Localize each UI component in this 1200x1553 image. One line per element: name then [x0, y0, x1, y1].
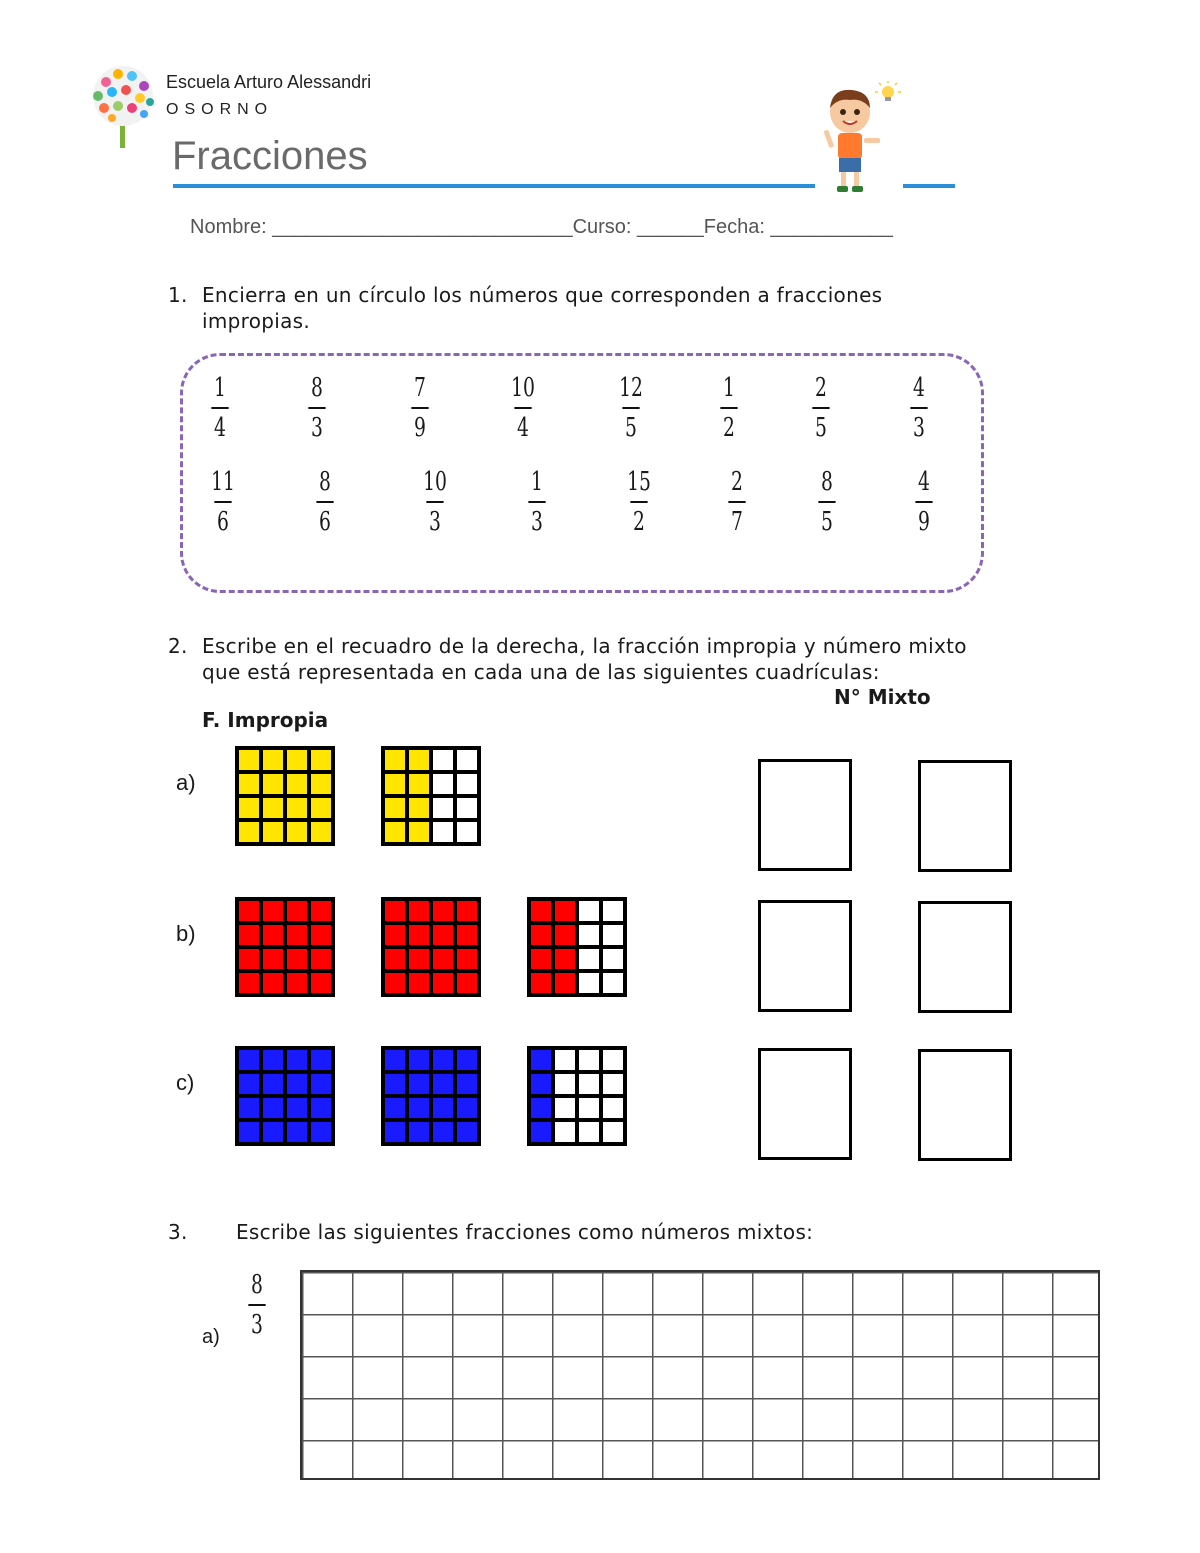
- grid-cell: [409, 798, 429, 818]
- fraction[interactable]: [910, 467, 939, 537]
- question-2: [168, 633, 1068, 689]
- item-label: a): [202, 1326, 220, 1348]
- fraction[interactable]: [807, 373, 836, 443]
- grid-cell: [311, 798, 331, 818]
- grid-cell: [311, 1122, 331, 1142]
- fraction-bar: [622, 407, 639, 409]
- grid-cell: [579, 901, 599, 921]
- grid-cell: [239, 1098, 259, 1118]
- denominator: 4: [214, 413, 226, 443]
- grid-cell: [287, 973, 307, 993]
- student-info-line[interactable]: Nombre: ___________________________Curso: ______Fecha: ___________: [190, 216, 893, 238]
- grid-cell: [239, 774, 259, 794]
- numerator: 10: [423, 467, 447, 497]
- grid-cell: [239, 1074, 259, 1094]
- denominator: 3: [913, 413, 925, 443]
- fraction-bar: [812, 407, 829, 409]
- grid-cell: [263, 949, 283, 969]
- grid-cell: [311, 973, 331, 993]
- grid-cell: [457, 1122, 477, 1142]
- grid-cell: [433, 1050, 453, 1070]
- fraction-bar: [411, 407, 428, 409]
- title-underline: [173, 184, 815, 188]
- denominator: 9: [918, 507, 930, 537]
- fraction[interactable]: [303, 373, 332, 443]
- grid-cell: [603, 1098, 623, 1118]
- fraction-grid: [235, 1046, 335, 1146]
- grid-cell: [311, 1074, 331, 1094]
- denominator: 3: [311, 413, 323, 443]
- grid-cell: [287, 774, 307, 794]
- grid-cell: [433, 949, 453, 969]
- grid-cell: [385, 798, 405, 818]
- grid-cell: [555, 1122, 575, 1142]
- grid-cell: [287, 925, 307, 945]
- grid-cell: [287, 1122, 307, 1142]
- grid-cell: [239, 1122, 259, 1142]
- grid-cell: [409, 1074, 429, 1094]
- question-number: 2.: [168, 634, 188, 658]
- answer-grid-paper[interactable]: [300, 1270, 1100, 1480]
- denominator: 2: [633, 507, 645, 537]
- grid-cell: [457, 798, 477, 818]
- fraction-grid: [527, 1046, 627, 1146]
- numerator: 8: [251, 1270, 263, 1300]
- fraction-bar: [514, 407, 531, 409]
- row-label: a): [176, 770, 196, 795]
- grid-cell: [263, 798, 283, 818]
- denominator: 3: [429, 507, 441, 537]
- child-illustration: [812, 80, 908, 196]
- denominator: 7: [731, 507, 743, 537]
- numerator: 8: [319, 467, 331, 497]
- fraction[interactable]: [209, 467, 238, 537]
- grid-cell: [531, 1050, 551, 1070]
- grid-cell: [579, 1050, 599, 1070]
- fraction-bar: [308, 407, 325, 409]
- numerator: 1: [531, 467, 543, 497]
- grid-cell: [433, 822, 453, 842]
- fraction-bar: [211, 407, 228, 409]
- fraction[interactable]: [905, 373, 934, 443]
- grid-cell: [311, 750, 331, 770]
- grid-cell: [433, 798, 453, 818]
- improper-fraction-answer-box[interactable]: [758, 759, 852, 871]
- grid-cell: [287, 798, 307, 818]
- numerator: 4: [913, 373, 925, 403]
- grid-cell: [555, 973, 575, 993]
- grid-cell: [555, 901, 575, 921]
- grid-cell: [385, 822, 405, 842]
- grid-cell: [263, 925, 283, 945]
- school-city: OSORNO: [166, 101, 274, 118]
- grid-cell: [531, 1122, 551, 1142]
- grid-cell: [603, 973, 623, 993]
- fraction[interactable]: [406, 373, 435, 443]
- grid-cell: [409, 774, 429, 794]
- grid-cell: [287, 1098, 307, 1118]
- grid-cell: [531, 925, 551, 945]
- grid-cell: [579, 925, 599, 945]
- fraction-grid: [381, 1046, 481, 1146]
- grid-cell: [457, 925, 477, 945]
- grid-cell: [457, 973, 477, 993]
- denominator: 9: [414, 413, 426, 443]
- question-1: [168, 282, 1068, 338]
- grid-cell: [603, 901, 623, 921]
- fraction[interactable]: [206, 373, 235, 443]
- grid-cell: [531, 973, 551, 993]
- title-underline-right: [903, 184, 955, 188]
- grid-cell: [457, 750, 477, 770]
- page-title: Fracciones: [172, 134, 368, 178]
- grid-cell: [531, 901, 551, 921]
- grid-cell: [579, 1122, 599, 1142]
- grid-cell: [457, 949, 477, 969]
- grid-cell: [433, 925, 453, 945]
- grid-cell: [603, 925, 623, 945]
- grid-cell: [385, 1074, 405, 1094]
- grid-cell: [385, 750, 405, 770]
- grid-cell: [409, 973, 429, 993]
- grid-cell: [263, 1122, 283, 1142]
- grid-cell: [287, 1050, 307, 1070]
- fraction-grid: [527, 897, 627, 997]
- grid-cell: [433, 973, 453, 993]
- grid-cell: [385, 949, 405, 969]
- grid-cell: [239, 750, 259, 770]
- grid-cell: [239, 822, 259, 842]
- grid-cell: [531, 949, 551, 969]
- grid-cell: [385, 901, 405, 921]
- numerator: 15: [627, 467, 651, 497]
- question-text: Escribe las siguientes fracciones como números mixtos:: [236, 1220, 814, 1244]
- grid-cell: [433, 901, 453, 921]
- question-text-line1: Encierra en un círculo los números que corresponden a fracciones: [202, 283, 883, 307]
- grid-cell: [433, 1122, 453, 1142]
- question-number: 1.: [168, 283, 188, 307]
- fraction[interactable]: [617, 373, 646, 443]
- fraction[interactable]: [625, 467, 654, 537]
- grid-cell: [385, 1122, 405, 1142]
- grid-cell: [457, 901, 477, 921]
- grid-cell: [239, 973, 259, 993]
- grid-cell: [311, 901, 331, 921]
- grid-cell: [287, 949, 307, 969]
- grid-cell: [311, 949, 331, 969]
- grid-cell: [433, 1074, 453, 1094]
- improper-fraction-answer-box[interactable]: [758, 1048, 852, 1160]
- numerator: 7: [414, 373, 426, 403]
- fraction-bar: [630, 501, 647, 503]
- question-number: 3.: [168, 1220, 188, 1244]
- denominator: 3: [531, 507, 543, 537]
- denominator: 3: [251, 1310, 263, 1340]
- denominator: 5: [821, 507, 833, 537]
- mixed-number-answer-box[interactable]: [918, 1049, 1012, 1161]
- grid-cell: [433, 1098, 453, 1118]
- grid-cell: [409, 949, 429, 969]
- fraction[interactable]: [723, 467, 752, 537]
- grid-cell: [457, 822, 477, 842]
- grid-cell: [239, 949, 259, 969]
- grid-cell: [287, 901, 307, 921]
- grid-cell: [457, 1074, 477, 1094]
- grid-cell: [579, 973, 599, 993]
- fraction-grid: [381, 746, 481, 846]
- question-3: [168, 1219, 1068, 1249]
- grid-cell: [287, 1074, 307, 1094]
- grid-cell: [579, 949, 599, 969]
- grid-cell: [385, 925, 405, 945]
- grid-cell: [531, 1098, 551, 1118]
- grid-cell: [603, 1122, 623, 1142]
- mixed-number-answer-box[interactable]: [918, 901, 1012, 1013]
- grid-cell: [239, 1050, 259, 1070]
- grid-cell: [287, 822, 307, 842]
- fraction[interactable]: [421, 467, 450, 537]
- grid-cell: [263, 901, 283, 921]
- fractions-box: [180, 353, 984, 593]
- improper-fraction-header: F. Impropia: [202, 708, 329, 732]
- grid-cell: [263, 774, 283, 794]
- question-text-line2: impropias.: [202, 309, 311, 333]
- grid-cell: [385, 1050, 405, 1070]
- grid-cell: [603, 1050, 623, 1070]
- grid-cell: [385, 774, 405, 794]
- numerator: 11: [211, 467, 235, 497]
- grid-cell: [409, 1050, 429, 1070]
- question-text-line2: que está representada en cada una de las siguientes cuadrículas:: [202, 660, 880, 684]
- grid-cell: [409, 1122, 429, 1142]
- improper-fraction-answer-box[interactable]: [758, 900, 852, 1012]
- grid-cell: [311, 1050, 331, 1070]
- grid-cell: [263, 973, 283, 993]
- grid-cell: [409, 925, 429, 945]
- grid-cell: [457, 1098, 477, 1118]
- numerator: 10: [511, 373, 535, 403]
- fraction-bar: [818, 501, 835, 503]
- numerator: 1: [723, 373, 735, 403]
- fraction[interactable]: [813, 467, 842, 537]
- grid-cell: [579, 1074, 599, 1094]
- fraction-bar: [915, 501, 932, 503]
- numerator: 12: [619, 373, 643, 403]
- grid-cell: [311, 925, 331, 945]
- grid-cell: [263, 1074, 283, 1094]
- fraction-bar: [214, 501, 231, 503]
- grid-cell: [603, 1074, 623, 1094]
- numerator: 2: [815, 373, 827, 403]
- grid-cell: [555, 1074, 575, 1094]
- grid-cell: [239, 798, 259, 818]
- grid-cell: [409, 1098, 429, 1118]
- question-text-line1: Escribe en el recuadro de la derecha, la fracción impropia y número mixto: [202, 634, 967, 658]
- grid-cell: [409, 901, 429, 921]
- grid-cell: [311, 1098, 331, 1118]
- row-label: b): [176, 921, 196, 946]
- numerator: 2: [731, 467, 743, 497]
- denominator: 5: [625, 413, 637, 443]
- fraction[interactable]: [509, 373, 538, 443]
- fraction-grid: [235, 897, 335, 997]
- grid-cell: [457, 1050, 477, 1070]
- grid-cell: [457, 774, 477, 794]
- numerator: 4: [918, 467, 930, 497]
- denominator: 4: [517, 413, 529, 443]
- fraction-bar: [728, 501, 745, 503]
- fraction-bar: [720, 407, 737, 409]
- school-name: Escuela Arturo Alessandri: [166, 72, 372, 92]
- fraction-bar: [316, 501, 333, 503]
- fraction-grid: [381, 897, 481, 997]
- fraction[interactable]: [523, 467, 552, 537]
- fraction-grid: [235, 746, 335, 846]
- grid-cell: [531, 1074, 551, 1094]
- denominator: 6: [217, 507, 229, 537]
- grid-cell: [603, 949, 623, 969]
- lightbulb-icon: [875, 81, 901, 101]
- grid-cell: [409, 750, 429, 770]
- school-logo-tree: [84, 64, 162, 150]
- numerator: 1: [214, 373, 226, 403]
- grid-cell: [579, 1098, 599, 1118]
- fraction-bar: [910, 407, 927, 409]
- grid-cell: [555, 925, 575, 945]
- mixed-number-header: N° Mixto: [834, 685, 931, 709]
- grid-cell: [239, 901, 259, 921]
- grid-cell: [409, 822, 429, 842]
- numerator: 8: [311, 373, 323, 403]
- fraction-bar: [426, 501, 443, 503]
- grid-cell: [263, 1098, 283, 1118]
- grid-cell: [555, 1050, 575, 1070]
- fraction-bar: [528, 501, 545, 503]
- grid-cell: [433, 774, 453, 794]
- grid-cell: [385, 1098, 405, 1118]
- fraction: [243, 1270, 272, 1340]
- grid-cell: [263, 1050, 283, 1070]
- grid-cell: [311, 774, 331, 794]
- row-label: c): [176, 1070, 195, 1095]
- grid-cell: [433, 750, 453, 770]
- fraction-bar: [248, 1304, 265, 1306]
- denominator: 6: [319, 507, 331, 537]
- grid-cell: [311, 822, 331, 842]
- grid-cell: [263, 750, 283, 770]
- grid-cell: [263, 822, 283, 842]
- fraction[interactable]: [311, 467, 340, 537]
- grid-cell: [385, 973, 405, 993]
- fraction[interactable]: [715, 373, 744, 443]
- grid-cell: [239, 925, 259, 945]
- grid-cell: [555, 1098, 575, 1118]
- grid-cell: [287, 750, 307, 770]
- numerator: 8: [821, 467, 833, 497]
- grid-cell: [555, 949, 575, 969]
- denominator: 2: [723, 413, 735, 443]
- denominator: 5: [815, 413, 827, 443]
- mixed-number-answer-box[interactable]: [918, 760, 1012, 872]
